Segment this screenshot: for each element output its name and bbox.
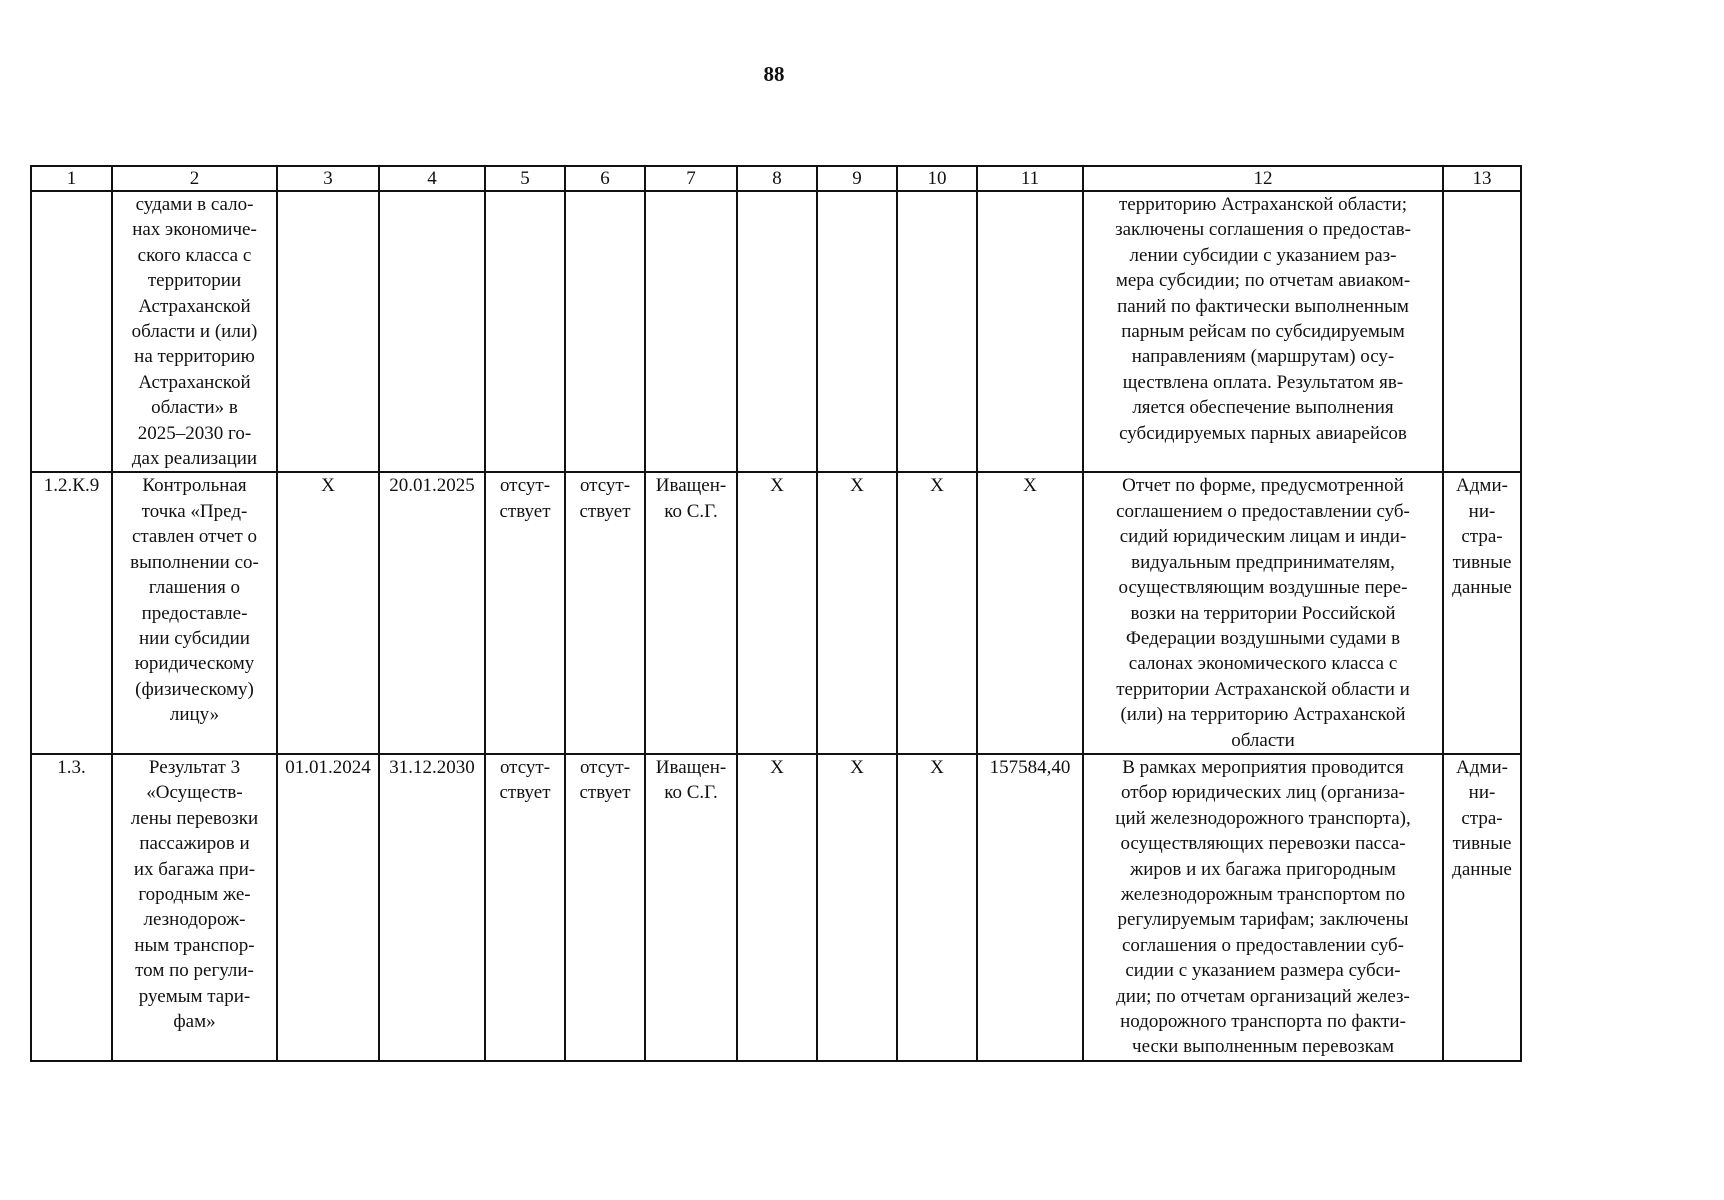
cell-col10	[897, 191, 977, 472]
cell-col6: отсут- ствует	[565, 472, 645, 753]
column-header: 10	[897, 166, 977, 191]
cell-description: территорию Астраханской области; заключены соглашения о предостав- лении субсидии с указанием раз- мера субсидии; по отчетам авиаком- паний по фактически выполненным парным рейсам по субсидируемым направлениям (маршрутам) осу- ществлена оплата. Результатом яв- ляется обеспечение выполнения субсидируемых парных авиарейсов	[1083, 191, 1443, 472]
cell-col6	[565, 191, 645, 472]
cell-end-date: 31.12.2030	[379, 754, 485, 1061]
column-header: 6	[565, 166, 645, 191]
activity-table	[30, 165, 1522, 1062]
cell-end-date: 20.01.2025	[379, 472, 485, 753]
cell-description: Отчет по форме, предусмотренной соглашением о предоставлении суб- сидий юридическим лицам и инди- видуальным предпринимателям, осуществляющим воздушные пере- возки на территории Российской Федерации воздушными судами в салонах экономического класса с территории Астраханской области и (или) на территорию Астраханской области	[1083, 472, 1443, 753]
cell-responsible	[645, 191, 737, 472]
cell-start-date	[277, 191, 379, 472]
cell-description: В рамках мероприятия проводится отбор юридических лиц (организа- ций железнодорожного транспорта), осуществляющих перевозки пасса- жиров и их багажа пригородным железнодорожным транспортом по регулируемым тарифам; заключены соглашения о предоставлении суб- сидии с указанием размера субси- дии; по отчетам организаций желез- нодорожного транспорта по факти- чески выполненным перевозкам	[1083, 754, 1443, 1061]
cell-source: Адми- ни- стра- тивные данные	[1443, 754, 1521, 1061]
column-header: 8	[737, 166, 817, 191]
cell-start-date: 01.01.2024	[277, 754, 379, 1061]
cell-col10: X	[897, 754, 977, 1061]
cell-col10: X	[897, 472, 977, 753]
cell-col8: X	[737, 472, 817, 753]
cell-source: Адми- ни- стра- тивные данные	[1443, 472, 1521, 753]
cell-name: судами в сало- нах экономиче- ского класса с территории Астраханской области и (или) на территорию Астраханской области» в 2025–2030 го- дах реализации	[112, 191, 277, 472]
cell-amount: X	[977, 472, 1083, 753]
cell-col5	[485, 191, 565, 472]
cell-number	[31, 191, 112, 472]
column-header: 2	[112, 166, 277, 191]
cell-name: Результат 3 «Осуществ- лены перевозки пассажиров и их багажа при- городным же- лезнодорож- ным транспор- том по регули- руемым тари- фам»	[112, 754, 277, 1061]
table-header	[31, 166, 1521, 191]
column-header: 11	[977, 166, 1083, 191]
cell-col9	[817, 191, 897, 472]
column-header: 13	[1443, 166, 1521, 191]
cell-name: Контрольная точка «Пред- ставлен отчет о выполнении со- глашения о предоставле- нии субсидии юридическому (физическому) лицу»	[112, 472, 277, 753]
cell-col9: X	[817, 754, 897, 1061]
table-row	[31, 191, 1521, 472]
cell-col8: X	[737, 754, 817, 1061]
column-header: 1	[31, 166, 112, 191]
column-header: 5	[485, 166, 565, 191]
cell-responsible: Иващен- ко С.Г.	[645, 472, 737, 753]
cell-responsible: Иващен- ко С.Г.	[645, 754, 737, 1061]
column-header: 7	[645, 166, 737, 191]
cell-amount	[977, 191, 1083, 472]
cell-end-date	[379, 191, 485, 472]
page-number: 88	[763, 62, 785, 86]
column-header: 3	[277, 166, 379, 191]
table-row	[31, 472, 1521, 753]
cell-number: 1.2.К.9	[31, 472, 112, 753]
column-header: 9	[817, 166, 897, 191]
column-header: 12	[1083, 166, 1443, 191]
table-row	[31, 754, 1521, 1061]
cell-amount: 157584,40	[977, 754, 1083, 1061]
cell-col9: X	[817, 472, 897, 753]
cell-col8	[737, 191, 817, 472]
cell-col5: отсут- ствует	[485, 754, 565, 1061]
cell-col6: отсут- ствует	[565, 754, 645, 1061]
cell-number: 1.3.	[31, 754, 112, 1061]
cell-start-date: X	[277, 472, 379, 753]
cell-source	[1443, 191, 1521, 472]
column-header: 4	[379, 166, 485, 191]
cell-col5: отсут- ствует	[485, 472, 565, 753]
